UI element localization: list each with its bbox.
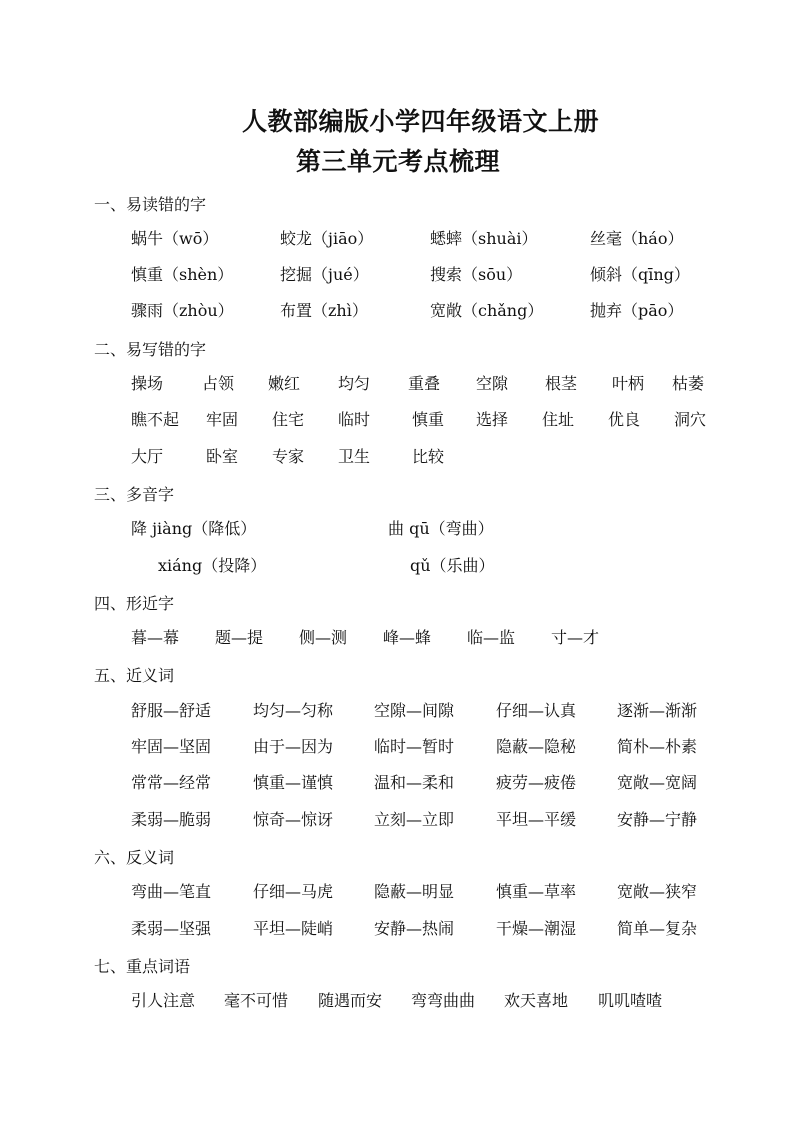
word-item: 慎重（shèn）: [131, 265, 234, 284]
word-item: 简朴—朴素: [617, 737, 698, 756]
word-item: 叶柄: [612, 374, 645, 393]
word-item: 慎重—谨慎: [253, 773, 334, 792]
word-item: 洞穴: [674, 410, 707, 429]
word-item: 抛弃（pāo）: [590, 301, 684, 320]
word-item: 叽叽喳喳: [598, 991, 663, 1010]
word-item: 曲 qū（弯曲）: [388, 519, 494, 538]
word-item: 立刻—立即: [374, 810, 455, 829]
word-item: 优良: [608, 410, 641, 429]
word-item: 重叠: [408, 374, 441, 393]
word-item: 空隙—间隙: [374, 701, 455, 720]
section-heading-6: 六、反义词: [94, 848, 175, 867]
word-item: 安静—热闹: [374, 919, 455, 938]
word-item: 宽敞—狭窄: [617, 882, 698, 901]
section-heading-2: 二、易写错的字: [94, 340, 207, 359]
word-item: 蜗牛（wō）: [131, 229, 219, 248]
word-item: 占领: [202, 374, 235, 393]
word-item: 寸—才: [551, 628, 600, 647]
word-item: 空隙: [476, 374, 509, 393]
word-item: 舒服—舒适: [131, 701, 212, 720]
word-item: 暮—幕: [131, 628, 180, 647]
word-item: 宽敞（chǎng）: [430, 301, 544, 320]
word-item: 逐渐—渐渐: [617, 701, 698, 720]
word-item: 挖掘（jué）: [280, 265, 369, 284]
word-item: 蟋蟀（shuài）: [430, 229, 538, 248]
word-item: 柔弱—坚强: [131, 919, 212, 938]
word-item: 隐蔽—隐秘: [496, 737, 577, 756]
word-item: 题—提: [215, 628, 264, 647]
document-title: 人教部编版小学四年级语文上册: [242, 107, 600, 136]
word-item: 卧室: [206, 447, 239, 466]
word-item: 倾斜（qīng）: [590, 265, 690, 284]
word-item: 常常—经常: [131, 773, 212, 792]
word-item: 安静—宁静: [617, 810, 698, 829]
word-item: 临—监: [467, 628, 516, 647]
word-item: 住址: [542, 410, 575, 429]
word-item: 慎重—草率: [496, 882, 577, 901]
word-item: 宽敞—宽阔: [617, 773, 698, 792]
word-item: 枯萎: [672, 374, 705, 393]
word-item: 峰—蜂: [383, 628, 432, 647]
word-item: 临时: [338, 410, 371, 429]
word-item: 弯弯曲曲: [411, 991, 476, 1010]
word-item: 弯曲—笔直: [131, 882, 212, 901]
word-item: 疲劳—疲倦: [496, 773, 577, 792]
word-item: 毫不可惜: [224, 991, 289, 1010]
section-heading-7: 七、重点词语: [94, 957, 191, 976]
word-item: 柔弱—脆弱: [131, 810, 212, 829]
word-item: qǔ（乐曲）: [410, 556, 495, 575]
word-item: 布置（zhì）: [280, 301, 368, 320]
word-item: 临时—暂时: [374, 737, 455, 756]
word-item: 住宅: [272, 410, 305, 429]
word-item: 简单—复杂: [617, 919, 698, 938]
word-item: 仔细—马虎: [253, 882, 334, 901]
word-item: 选择: [476, 410, 509, 429]
word-item: 慎重: [412, 410, 445, 429]
word-item: 干燥—潮湿: [496, 919, 577, 938]
word-item: 瞧不起: [131, 410, 180, 429]
word-item: 平坦—陡峭: [253, 919, 334, 938]
section-heading-5: 五、近义词: [94, 666, 175, 685]
word-item: 惊奇—惊讶: [253, 810, 334, 829]
word-item: 侧—测: [299, 628, 348, 647]
word-item: 比较: [412, 447, 445, 466]
word-item: 嫩红: [268, 374, 301, 393]
word-item: 均匀: [338, 374, 371, 393]
word-item: 卫生: [338, 447, 371, 466]
word-item: 隐蔽—明显: [374, 882, 455, 901]
word-item: 大厅: [131, 447, 164, 466]
word-item: 引人注意: [131, 991, 196, 1010]
word-item: 丝毫（háo）: [590, 229, 684, 248]
word-item: 专家: [272, 447, 305, 466]
section-heading-1: 一、易读错的字: [94, 195, 207, 214]
word-item: 根茎: [545, 374, 578, 393]
word-item: 骤雨（zhòu）: [131, 301, 234, 320]
word-item: 仔细—认真: [496, 701, 577, 720]
word-item: 由于—因为: [253, 737, 334, 756]
word-item: 平坦—平缓: [496, 810, 577, 829]
word-item: xiáng（投降）: [158, 556, 267, 575]
word-item: 均匀—匀称: [253, 701, 334, 720]
word-item: 蛟龙（jiāo）: [280, 229, 374, 248]
word-item: 温和—柔和: [374, 773, 455, 792]
word-item: 牢固—坚固: [131, 737, 212, 756]
word-item: 搜索（sōu）: [430, 265, 523, 284]
word-item: 牢固: [206, 410, 239, 429]
section-heading-3: 三、多音字: [94, 485, 175, 504]
document-subtitle: 第三单元考点梳理: [296, 147, 501, 176]
word-item: 随遇而安: [318, 991, 383, 1010]
word-item: 欢天喜地: [504, 991, 569, 1010]
word-item: 操场: [131, 374, 164, 393]
section-heading-4: 四、形近字: [94, 594, 175, 613]
word-item: 降 jiàng（降低）: [131, 519, 257, 538]
